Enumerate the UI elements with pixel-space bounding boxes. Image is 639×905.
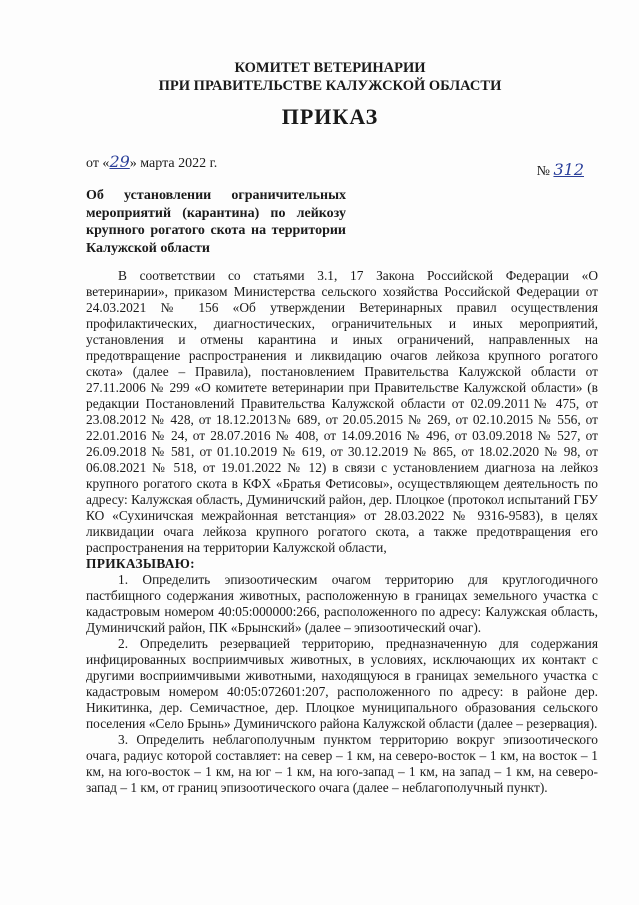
order-item-3: 3. Определить неблагополучным пунктом территорию вокруг эпизоотического очага, радиус которой составляет: на север – 1 км, на северо-восток – 1 км, на восток – 1 км, на юго-восток – 1 км, на юг – 1 км, на юго-запад – 1 км, на запад – 1 км, на северо-запад – 1 км, от границ эпизоотического очага (далее – неблагополучный пункт).	[86, 732, 598, 795]
date-suffix: » марта 2022 г.	[129, 156, 218, 171]
order-subject: Об установлении ограничительных мероприятий (карантина) по лейкозу крупного рогатого скота на территории Калужской области	[86, 188, 346, 256]
handwritten-number: 312	[553, 160, 584, 179]
order-item-2: 2. Определить резервацией территорию, предназначенную для содержания инфицированных восприимчивых животных, в условиях, исключающих их контакт с другими восприимчивыми животными, находящуюся в границах земельного участка с кадастровым номером 40:05:072601:207, расположенного по адресу: в районе дер. Никитинка, дер. Семичастное, дер. Плоцкое муниципального образования сельского поселения «Село Брынь» Думиничского района Калужской области (далее – резервация).	[86, 636, 598, 731]
organization-name: КОМИТЕТ ВЕТЕРИНАРИИ	[234, 60, 426, 76]
number-prefix: №	[536, 164, 554, 179]
order-directive: ПРИКАЗЫВАЮ:	[86, 556, 195, 571]
order-date	[86, 152, 217, 172]
document-type-title: ПРИКАЗ	[281, 104, 379, 129]
organization-subtitle: ПРИ ПРАВИТЕЛЬСТВЕ КАЛУЖСКОЙ ОБЛАСТИ	[158, 78, 502, 94]
preamble-paragraph: В соответствии со статьями 3.1, 17 Закона Российской Федерации «О ветеринарии», приказом Министерства сельского хозяйства Российской Федерации от 24.03.2021 № 156 «Об утверждении Ветеринарных правил осуществления профилактических, диагностических, ограничительных и иных мероприятий, установления и отмены карантина и иных ограничений, направленных на предотвращение распространения и ликвидацию очагов лейкоза крупного рогатого скота» (далее – Правила), постановлением Правительства Калужской области от 27.11.2006 № 299 «О комитете ветеринарии при Правительстве Калужской области» (в редакции Постановлений Правительства Калужской области от 02.09.2011№ 475, от 23.08.2012 № 428, от 18.12.2013№ 689, от 20.05.2015 № 269, от 02.10.2015 № 556, от 22.01.2016 № 24, от 28.07.2016 № 408, от 14.09.2016 № 496, от 03.09.2018 № 527, от 26.09.2018 № 581, от 01.10.2019 № 619, от 30.12.2019 № 865, от 18.02.2020 № 98, от 06.08.2021 № 518, от 19.01.2022 № 12) в связи с установлением диагноза на лейкоз крупного рогатого скота в КФХ «Братья Фетисовы», осуществляющем деятельность по адресу: Калужская область, Думиничский район, дер. Плоцкое (протокол испытаний ГБУ КО «Сухиничская межрайонная ветстанция» от 28.03.2022 № 9316-9583), в целях ликвидации очага лейкоза крупного рогатого скота, а также предотвращения его распространения на территории Калужской области,	[86, 268, 598, 555]
order-number	[537, 160, 584, 180]
handwritten-day: 29	[109, 152, 130, 171]
order-body	[86, 268, 598, 796]
date-prefix: от «	[86, 156, 110, 171]
order-item-1: 1. Определить эпизоотическим очагом территорию для круглогодичного пастбищного содержания животных, расположенную в границах земельного участка с кадастровым номером 40:05:000000:266, расположенного по адресу: Калужская область, Думиничский район, ПК «Брынский» (далее – эпизоотический очаг).	[86, 572, 598, 635]
